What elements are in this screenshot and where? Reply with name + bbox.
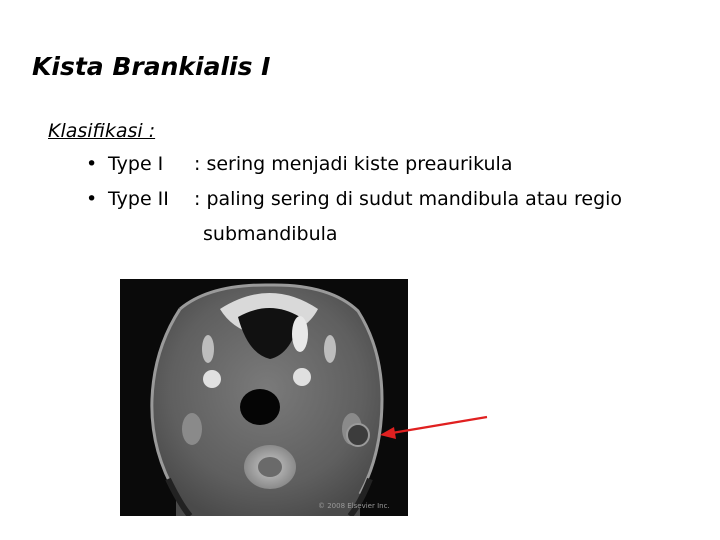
red-arrow-icon	[370, 410, 495, 445]
slide-title: Kista Brankialis I	[32, 52, 271, 81]
ct-scan-image	[120, 279, 408, 516]
bullet-description: : paling sering di sudut mandibula atau regio	[194, 188, 623, 210]
bullet-description: : sering menjadi kiste preaurikula	[194, 153, 513, 175]
bullet-marker: •	[86, 153, 98, 175]
bullet-term: Type II	[108, 188, 169, 210]
bullet-term: Type I	[108, 153, 164, 175]
classification-heading: Klasifikasi :	[48, 120, 156, 142]
bullet-marker: •	[86, 188, 98, 210]
image-copyright: © 2008 Elsevier Inc.	[318, 502, 390, 510]
bullet-continuation: submandibula	[203, 223, 338, 245]
